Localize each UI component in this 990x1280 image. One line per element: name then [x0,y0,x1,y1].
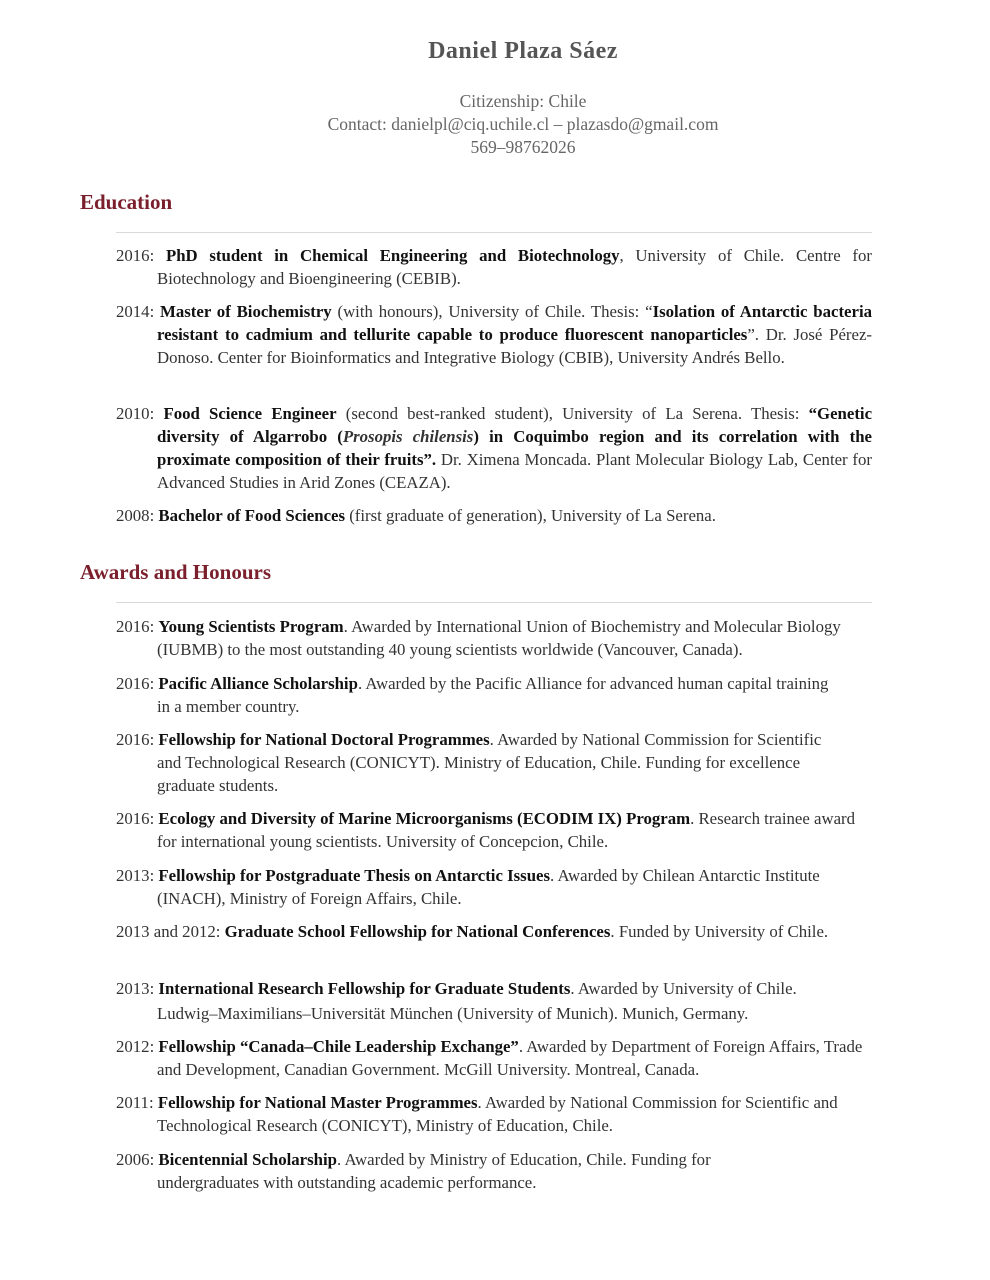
award-name: Ecology and Diversity of Marine Microorganisms (ECODIM IX) Program [158,809,691,828]
award-detail: . Awarded by Chilean Antarctic Institute (INACH), Ministry of Foreign Affairs, Chile. [157,866,820,908]
entry-thesis: Isolation of Antarctic bacteria resistant to cadmium and tellurite capable to produce fluorescent nanoparticles [157,302,872,344]
award-item-canada-chile [116,1035,876,1081]
award-item-ecodim [116,807,872,853]
citizenship-line: Citizenship: Chile [459,91,587,111]
entry-detail: , University of Chile. Centre for Biotechnology and Bioengineering (CEBIB). [157,246,872,288]
award-item-conferences [116,920,846,943]
award-detail: . Awarded by University of Chile. Ludwig–Maximilians–Universität München (University of Munich). Munich, Germany. [157,979,797,1023]
education-item-engineer [116,402,872,494]
entry-thesis: “Genetic diversity of Algarrobo ( [157,404,873,446]
award-name: International Research Fellowship for Graduate Students [158,979,571,998]
entry-detail: (first graduate of generation), University of La Serena. [345,506,716,525]
award-name: Bicentennial Scholarship [158,1150,337,1169]
award-item-master [116,1091,872,1137]
award-name: Fellowship “Canada–Chile Leadership Exchange” [158,1037,519,1056]
award-detail: . Funded by University of Chile. [610,922,829,941]
contact-block [0,90,990,159]
award-name: Pacific Alliance Scholarship [158,674,358,693]
award-item-doctoral [116,728,846,797]
entry-year: 2006: [116,1150,159,1169]
education-heading: Education [80,190,173,214]
award-name: Fellowship for Postgraduate Thesis on Antarctic Issues [158,866,551,885]
awards-divider [116,602,872,603]
award-detail: . Awarded by National Commission for Scientific and Technological Research (CONICYT), Ministry of Education, Chile. [157,1093,838,1135]
entry-detail: (second best-ranked student), University of La Serena. Thesis: [336,404,809,423]
entry-year: 2016: [116,730,159,749]
entry-detail: Dr. Ximena Moncada. Plant Molecular Biology Lab, Center for Advanced Studies in Arid Zones (CEAZA). [157,450,872,492]
awards-heading: Awards and Honours [80,560,271,584]
award-name: Fellowship for National Master Programmes [157,1093,478,1112]
award-name: Graduate School Fellowship for National Conferences [224,922,611,941]
entry-year: 2014: [116,302,161,321]
award-item-bicentennial [116,1148,816,1194]
entry-species: Prosopis chilensis [342,427,474,446]
award-item-young-scientists [116,615,856,661]
award-name: Fellowship for National Doctoral Programmes [158,730,490,749]
entry-year: 2010: [116,404,164,423]
award-detail: . Awarded by the Pacific Alliance for advanced human capital training in a member country. [157,674,829,716]
award-detail: . Awarded by Ministry of Education, Chile. Funding for undergraduates with outstanding academic performance. [157,1150,711,1192]
award-detail: . Awarded by International Union of Biochemistry and Molecular Biology (IUBMB) to the most outstanding 40 young scientists worldwide (Vancouver, Canada). [157,617,841,659]
award-item-international [116,976,861,1026]
cv-name: Daniel Plaza Sáez [428,38,618,64]
entry-detail: (with honours), University of Chile. Thesis: “ [331,302,653,321]
contact-line: Contact: danielpl@ciq.uchile.cl – plazasdo@gmail.com [327,114,719,134]
award-detail: . Research trainee award for international young scientists. University of Concepcion, Chile. [157,809,855,851]
entry-year: 2013: [116,979,159,998]
entry-thesis: ) in Coquimbo region and its correlation with the proximate composition of their fruits”. [157,427,873,469]
entry-year: 2011: [116,1093,158,1112]
education-divider [116,232,872,233]
award-name: Young Scientists Program [158,617,344,636]
entry-degree: PhD student in Chemical Engineering and Biotechnology [165,246,620,265]
entry-degree: Bachelor of Food Sciences [158,506,346,525]
education-item-bachelor [116,504,872,527]
award-detail: . Awarded by National Commission for Scientific and Technological Research (CONICYT). Ministry of Education, Chile. Funding for excellence graduate students. [157,730,822,795]
award-detail: . Awarded by Department of Foreign Affairs, Trade and Development, Canadian Government. McGill University. Montreal, Canada. [157,1037,863,1079]
entry-year: 2016: [116,809,159,828]
entry-detail: ”. Dr. José Pérez-Donoso. Center for Bioinformatics and Integrative Biology (CBIB), University Andrés Bello. [157,325,872,367]
entry-year: 2016: [116,674,159,693]
award-item-pacific-alliance [116,672,836,718]
entry-year: 2016: [116,246,166,265]
award-item-antarctic [116,864,836,910]
entry-year: 2013: [116,866,159,885]
phone-line: 569–98762026 [470,137,576,157]
entry-year: 2012: [116,1037,159,1056]
entry-degree: Master of Biochemistry [160,302,332,321]
entry-degree: Food Science Engineer [163,404,337,423]
entry-year: 2016: [116,617,159,636]
entry-year: 2008: [116,506,159,525]
education-item-phd [116,244,872,290]
entry-year: 2013 and 2012: [116,922,225,941]
education-item-master [116,300,872,369]
